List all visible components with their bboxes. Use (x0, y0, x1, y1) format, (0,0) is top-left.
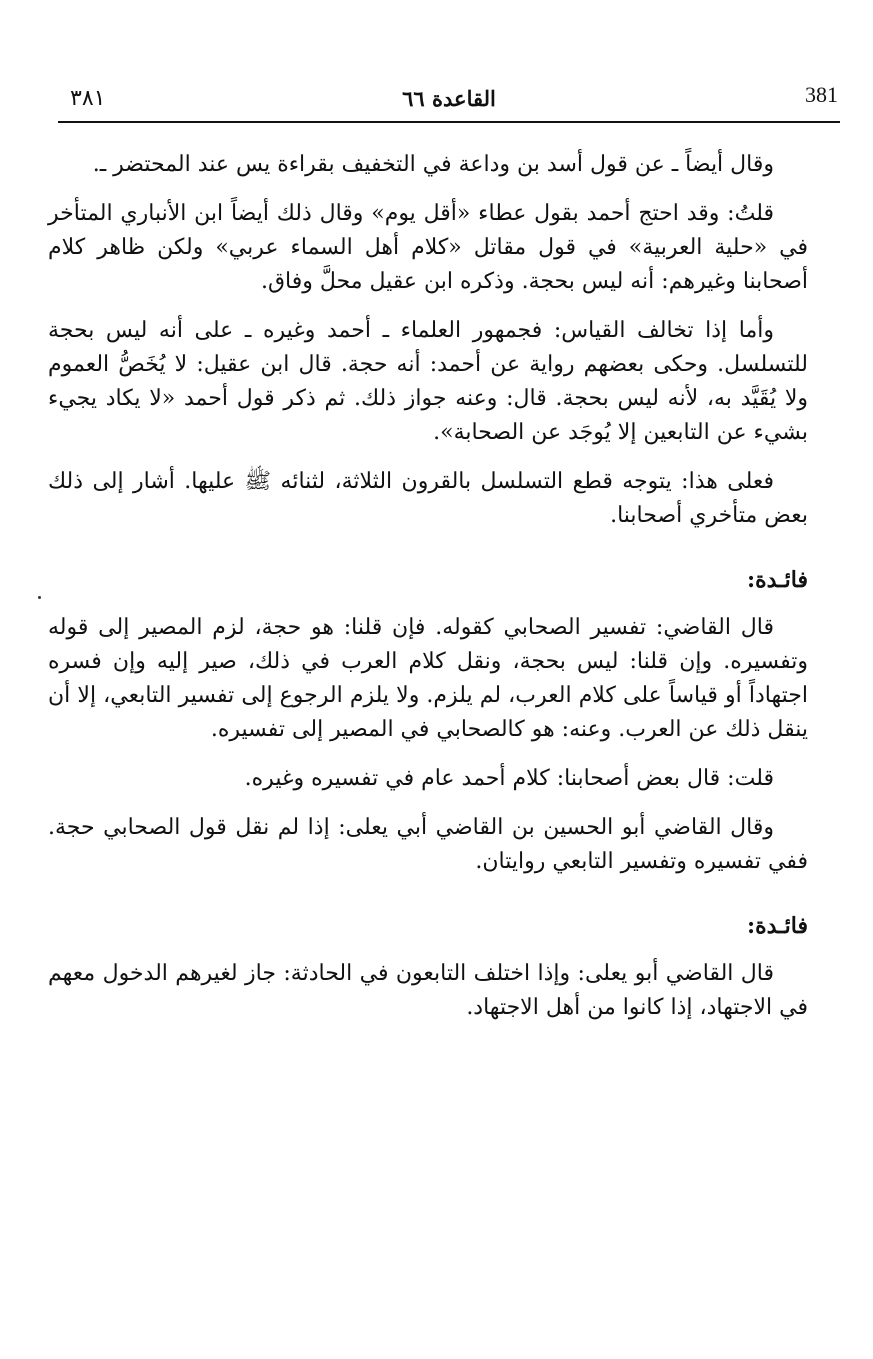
section-heading: فائـدة: (747, 913, 808, 939)
paragraph: وقال أيضاً ـ عن قول أسد بن وداعة في التخفيف بقراءة يس عند المحتضر ـ. (92, 152, 774, 177)
paragraph: وقال القاضي أبو الحسين بن القاضي أبي يعلى: إذا لم نقل قول الصحابي حجة. ففي تفسيره وتفسير التابعي روايتان. (48, 815, 808, 874)
page-body (48, 148, 808, 1040)
page-number-arabic: ٣٨١ (70, 86, 106, 111)
paragraph: قلتُ: وقد احتج أحمد بقول عطاء «أقل يوم» وقال ذلك أيضاً ابن الأنباري المتأخر في «حلية العربية» في قول مقاتل «كلام أهل السماء عربي» ولكن ظاهر كلام أصحابنا وغيرهم: أنه ليس بحجة. وذكره ابن عقيل محلَّ وفاق. (48, 201, 808, 294)
paragraph: قال القاضي: تفسير الصحابي كقوله. فإن قلنا: هو حجة، لزم المصير إلى قوله وتفسيره. وإن قلنا: ليس بحجة، ونقل كلام العرب في ذلك، صير إليه وإن فسره اجتهاداً أو قياساً على كلام العرب، لم يلزم. ولا يلزم الرجوع إلى تفسير التابعي، إلا أن ينقل ذلك عن العرب. وعنه: هو كالصحابي في المصير إلى تفسيره. (48, 615, 808, 742)
scan-speck (38, 596, 41, 599)
paragraph: فعلى هذا: يتوجه قطع التسلسل بالقرون الثلاثة، لثنائه ﷺ عليها. أشار إلى ذلك بعض متأخري أصحابنا. (48, 469, 808, 528)
paragraph: قال القاضي أبو يعلى: وإذا اختلف التابعون في الحادثة: جاز لغيرهم الدخول معهم في الاجتهاد، إذا كانوا من أهل الاجتهاد. (48, 961, 808, 1020)
running-title: القاعدة ٦٦ (402, 86, 496, 111)
page-header (58, 78, 840, 118)
page-number-latin: 381 (805, 82, 838, 107)
header-rule (58, 121, 840, 123)
section-heading: فائـدة: (747, 567, 808, 593)
paragraph: وأما إذا تخالف القياس: فجمهور العلماء ـ أحمد وغيره ـ على أنه ليس بحجة للتسلسل. وحكى بعضهم رواية عن أحمد: أنه حجة. قال ابن عقيل: لا يُخَصُّ العموم ولا يُقَيَّد به، لأنه ليس بحجة. قال: وعنه جواز ذلك. ثم ذكر قول أحمد «لا يكاد يجيء بشيء عن التابعين إلا يُوجَد عن الصحابة». (48, 318, 808, 445)
paragraph: قلت: قال بعض أصحابنا: كلام أحمد عام في تفسيره وغيره. (244, 766, 774, 791)
